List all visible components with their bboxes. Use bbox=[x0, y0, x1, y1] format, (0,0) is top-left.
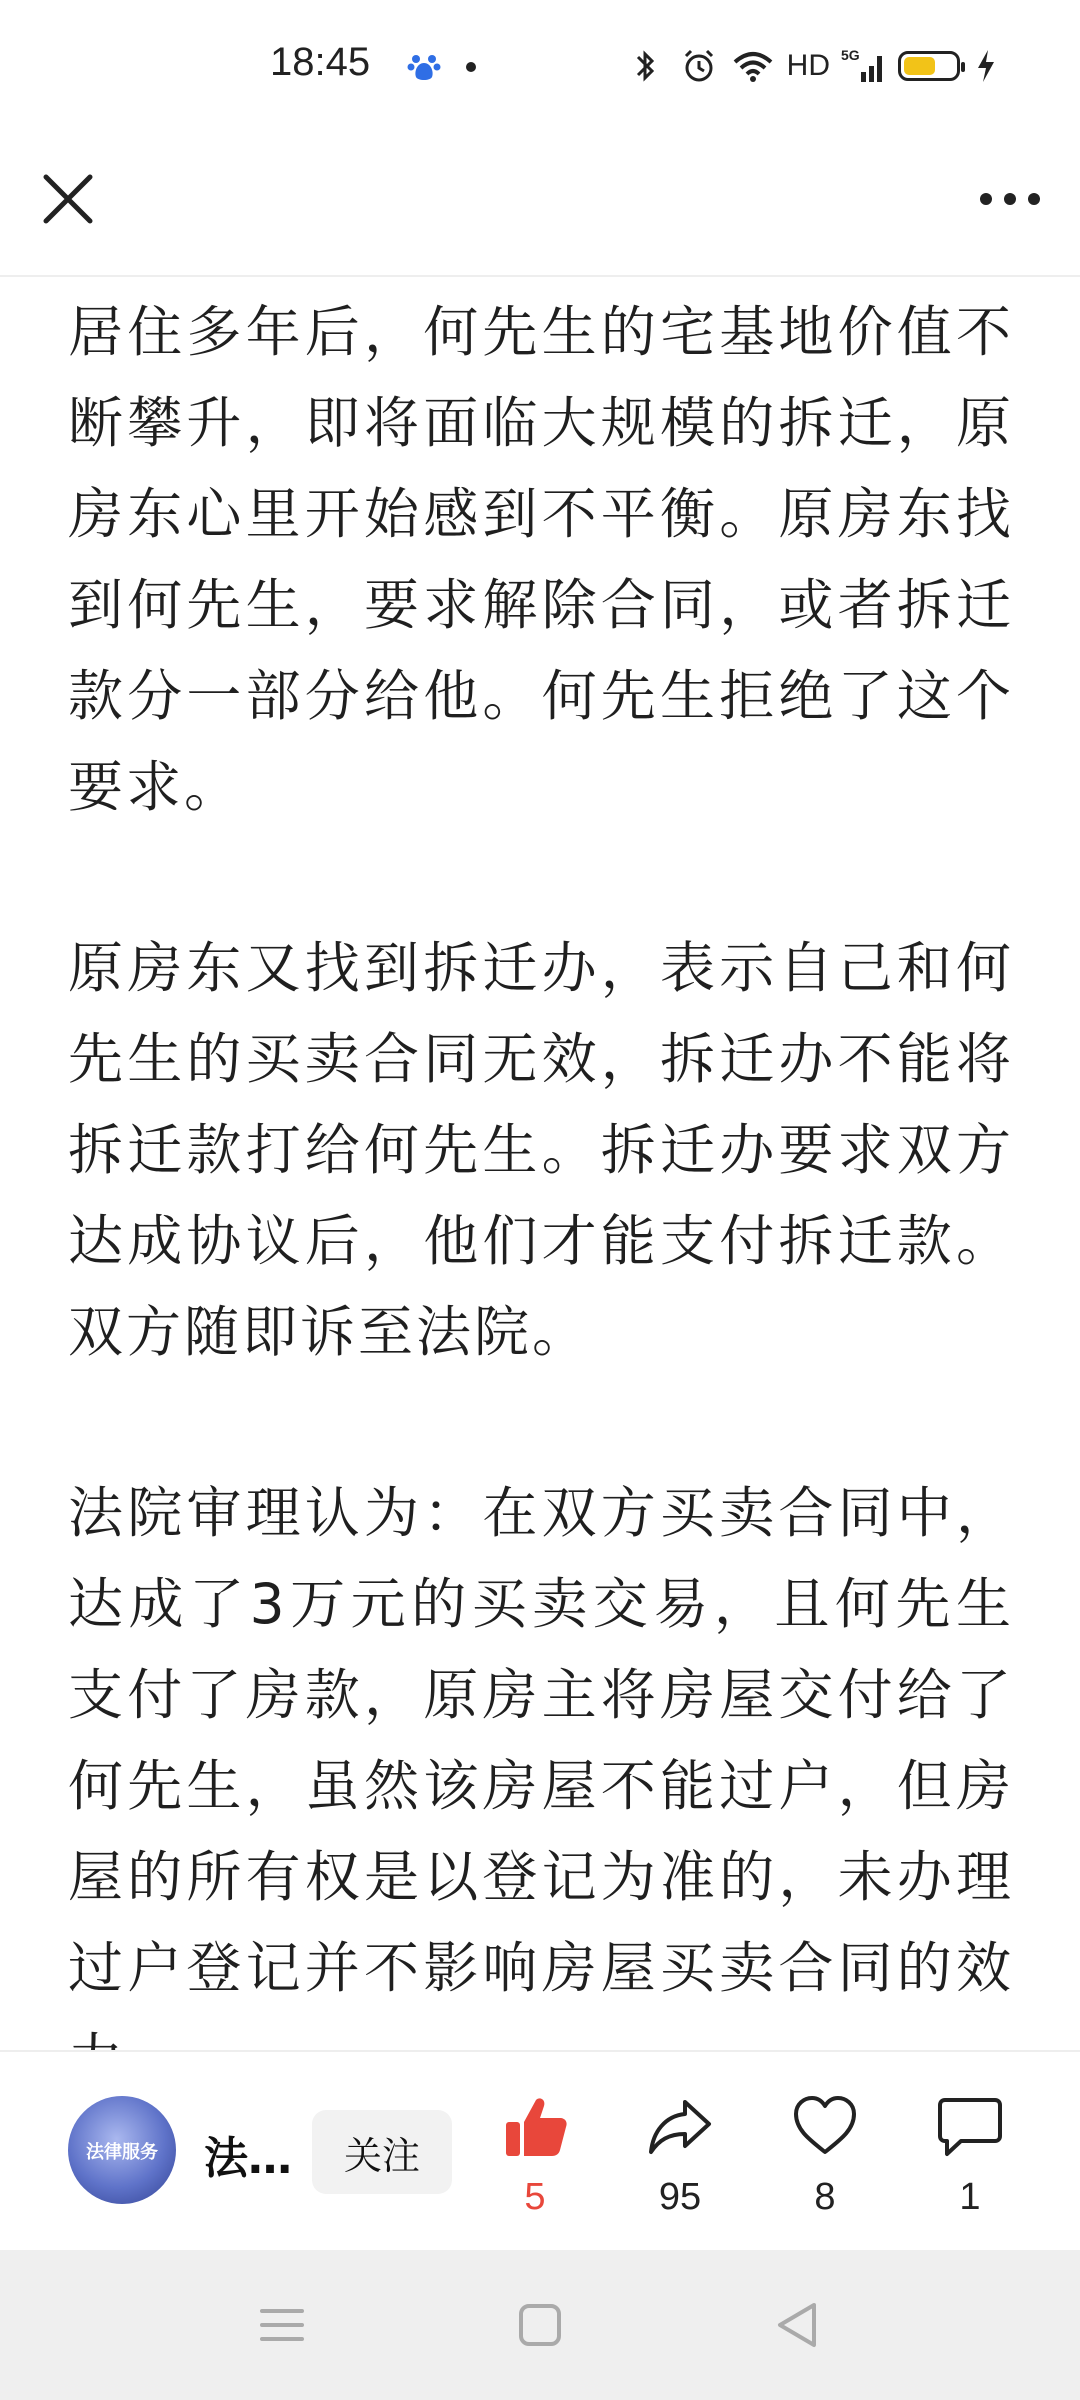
alarm-icon bbox=[679, 46, 719, 86]
signal-label: 5G bbox=[841, 47, 860, 63]
article-paragraph: 法院审理认为：在双方买卖合同中，达成了3万元的买卖交易，且何先生支付了房款，原房主将房屋交付给了何先生，虽然该房屋不能过户，但房屋的所有权是以登记为准的，未办理过户登记并不影响房屋买卖合同的效 bbox=[68, 1481, 1014, 2000]
thumbs-up-icon bbox=[500, 2092, 570, 2162]
bluetooth-icon bbox=[625, 46, 665, 86]
status-time: 18:45 bbox=[270, 40, 371, 84]
status-icons bbox=[625, 44, 998, 88]
comment-button[interactable] bbox=[910, 2092, 1030, 2232]
avatar-label: 法律服务 bbox=[86, 2142, 158, 2163]
like-count: 5 bbox=[524, 2176, 546, 2218]
top-app-bar bbox=[0, 135, 1080, 277]
share-arrow-icon bbox=[645, 2092, 715, 2162]
more-options-icon[interactable] bbox=[970, 167, 1050, 231]
baidu-paw-icon bbox=[406, 48, 442, 84]
article-paragraph: 居住多年后，何先生的宅基地价值不断攀升，即将面临大规模的拆迁，原房东心里开始感到不平衡。原房东找到何先生，要求解除合同，或者拆迁款分一部分给他。何先生拒绝了这个要求。 bbox=[68, 300, 1014, 819]
notification-dot-icon bbox=[466, 62, 476, 72]
heart-icon bbox=[790, 2092, 860, 2162]
back-icon[interactable] bbox=[768, 2295, 828, 2355]
author-name[interactable]: 法… bbox=[204, 2133, 292, 2184]
share-count: 95 bbox=[658, 2176, 702, 2218]
status-bar bbox=[0, 0, 1080, 135]
favorite-count: 8 bbox=[814, 2176, 836, 2218]
bottom-action-bar bbox=[0, 2050, 1080, 2252]
favorite-button[interactable] bbox=[765, 2092, 885, 2232]
article-content[interactable] bbox=[0, 277, 1080, 2047]
menu-icon[interactable] bbox=[252, 2295, 312, 2355]
signal-5g-icon bbox=[841, 46, 884, 86]
follow-button[interactable]: 关注 bbox=[312, 2110, 452, 2194]
hd-label: HD bbox=[786, 49, 830, 82]
system-nav-bar bbox=[0, 2250, 1080, 2400]
battery-icon bbox=[898, 51, 960, 81]
article-paragraph: 原房东又找到拆迁办，表示自己和何先生的买卖合同无效，拆迁办不能将拆迁款打给何先生。拆迁办要求双方达成协议后，他们才能支付拆迁款。双方随即诉至法院。 bbox=[68, 936, 1014, 1364]
close-icon[interactable] bbox=[36, 167, 100, 231]
wifi-icon bbox=[733, 46, 773, 86]
like-button[interactable] bbox=[475, 2092, 595, 2232]
charging-bolt-icon bbox=[974, 46, 998, 86]
comment-count: 1 bbox=[959, 2176, 981, 2218]
home-icon[interactable] bbox=[510, 2295, 570, 2355]
author-avatar[interactable] bbox=[68, 2096, 176, 2204]
comment-bubble-icon bbox=[935, 2092, 1005, 2162]
share-button[interactable] bbox=[620, 2092, 740, 2232]
